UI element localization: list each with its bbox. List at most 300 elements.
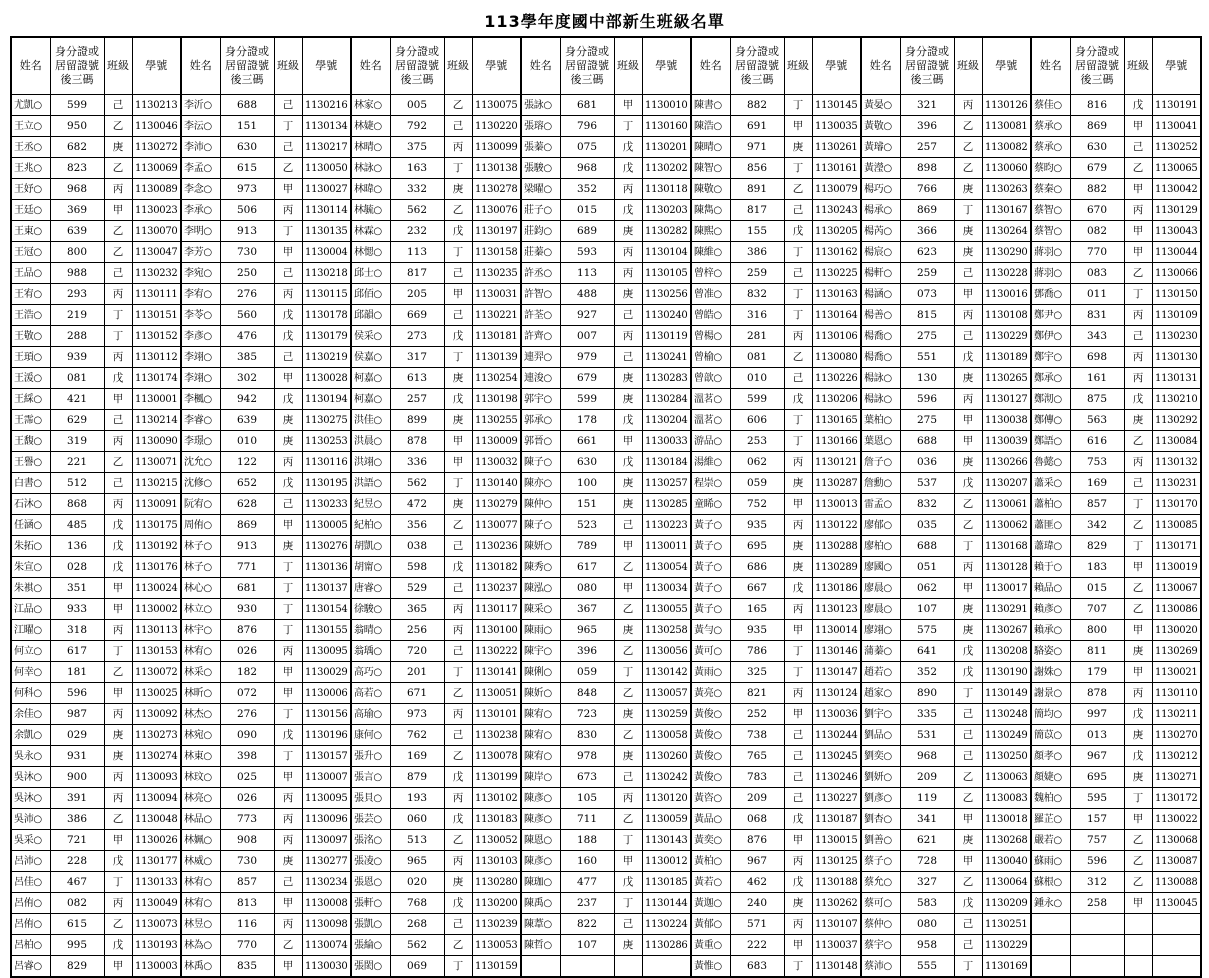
student-name: 林愢○ [351,242,390,263]
class: 庚 [784,893,812,914]
student-name: 陳秀○ [521,557,560,578]
id-last3: 160 [560,851,614,872]
student-name: 王妤○ [11,179,50,200]
class: 戊 [274,305,302,326]
student-name: 李承○ [181,200,220,221]
student-number: 1130290 [982,242,1031,263]
class: 戊 [954,893,982,914]
class: 丁 [444,662,472,683]
id-last3: 506 [220,200,274,221]
student-number: 1130036 [812,704,861,725]
student-number: 1130050 [302,158,351,179]
class: 己 [784,746,812,767]
student-number: 1130171 [1152,536,1201,557]
student-number: 1130106 [812,326,861,347]
student-number: 1130191 [1152,95,1201,116]
id-last3: 080 [900,914,954,935]
student-number: 1130098 [302,914,351,935]
student-name: 何立○ [11,641,50,662]
id-last3: 398 [220,746,274,767]
student-number: 1130288 [812,536,861,557]
id-last3: 595 [1070,788,1124,809]
id-last3: 770 [220,935,274,956]
student-number: 1130170 [1152,494,1201,515]
student-name: 林威○ [181,851,220,872]
id-last3: 752 [730,494,784,515]
student-number: 1130001 [132,389,181,410]
table-row [11,809,1201,830]
class: 丁 [104,326,132,347]
student-number: 1130044 [1152,242,1201,263]
class: 甲 [444,431,472,452]
class: 己 [614,914,642,935]
class: 戊 [104,557,132,578]
student-number [1152,914,1201,935]
id-last3: 879 [390,767,444,788]
student-number: 1130291 [982,599,1031,620]
id-last3: 913 [220,221,274,242]
student-name: 王品○ [11,263,50,284]
student-name: 簡均○ [1031,704,1070,725]
class: 乙 [954,767,982,788]
id-last3: 275 [900,326,954,347]
class: 乙 [1124,851,1152,872]
student-name: 陳智○ [691,158,730,179]
student-number: 1130051 [472,683,521,704]
student-name: 楊善○ [861,305,900,326]
student-name: 黃若○ [691,872,730,893]
id-last3: 288 [50,326,104,347]
student-no-column-header: 學號 [1152,37,1201,95]
student-number: 1130071 [132,452,181,473]
student-number: 1130122 [812,515,861,536]
id-last3: 477 [560,872,614,893]
class: 己 [614,305,642,326]
student-name: 陳雋○ [691,200,730,221]
id-last3: 898 [900,158,954,179]
student-number: 1130041 [1152,116,1201,137]
id-last3: 688 [220,95,274,116]
student-number: 1130052 [472,830,521,851]
class: 丁 [1124,284,1152,305]
table-row [11,347,1201,368]
table-row [11,137,1201,158]
class: 戊 [784,809,812,830]
class: 丙 [274,788,302,809]
student-name: 尤凱○ [11,95,50,116]
student-name: 張詠○ [521,95,560,116]
student-number: 1130032 [472,452,521,473]
class: 丙 [614,179,642,200]
student-number: 1130274 [132,746,181,767]
id-last3: 688 [900,536,954,557]
student-name: 侯嘉○ [351,347,390,368]
class: 丁 [444,956,472,978]
class: 丁 [614,830,642,851]
class: 乙 [444,935,472,956]
student-name: 陳哲○ [521,935,560,956]
table-row [11,158,1201,179]
student-name: 徐駿○ [351,599,390,620]
table-row [11,704,1201,725]
student-name: 魏柏○ [1031,788,1070,809]
id-last3: 786 [730,641,784,662]
student-number: 1130120 [642,788,691,809]
student-name: 曾歆○ [691,368,730,389]
student-name: 童睎○ [691,494,730,515]
id-last3: 237 [560,893,614,914]
id-last3: 551 [900,347,954,368]
student-number: 1130115 [302,284,351,305]
student-number: 1130152 [132,326,181,347]
class: 乙 [614,599,642,620]
student-number: 1130095 [302,641,351,662]
student-number: 1130279 [472,494,521,515]
class: 丁 [784,662,812,683]
student-number: 1130072 [132,662,181,683]
student-name: 翁瑀○ [351,641,390,662]
student-number: 1130282 [642,221,691,242]
student-name: 柯嘉○ [351,368,390,389]
id-last3: 679 [560,368,614,389]
id-last3: 163 [390,158,444,179]
student-name: 黃子○ [691,578,730,599]
student-name [1031,935,1070,956]
student-name: 莊蓁○ [521,242,560,263]
student-name: 陳亦○ [521,473,560,494]
id-last3: 661 [560,431,614,452]
student-number: 1130127 [982,389,1031,410]
id-last3: 829 [50,956,104,978]
id-last3: 562 [390,200,444,221]
class: 戊 [954,641,982,662]
id-last3: 219 [50,305,104,326]
student-number: 1130257 [642,473,691,494]
student-name: 楊芮○ [861,221,900,242]
student-name: 呂沛○ [11,851,50,872]
student-number: 1130210 [1152,389,1201,410]
student-number: 1130198 [472,389,521,410]
class: 丙 [784,515,812,536]
student-name: 黃子○ [691,536,730,557]
student-name: 康何○ [351,725,390,746]
student-name: 趙家○ [861,683,900,704]
student-number: 1130006 [302,683,351,704]
student-name: 林昱○ [181,914,220,935]
id-last3: 512 [50,473,104,494]
id-last3: 560 [220,305,274,326]
student-name: 陳熙○ [691,221,730,242]
student-number: 1130217 [302,137,351,158]
student-number: 1130284 [642,389,691,410]
id-last3: 757 [1070,830,1124,851]
id-last3: 385 [220,347,274,368]
student-name: 陳敬○ [691,179,730,200]
id-last3: 639 [50,221,104,242]
student-number: 1130027 [302,179,351,200]
student-number: 1130123 [812,599,861,620]
id-last3: 351 [50,578,104,599]
class: 戊 [274,473,302,494]
id-last3: 396 [900,116,954,137]
student-name: 蔡可○ [861,893,900,914]
id-last3: 679 [1070,158,1124,179]
student-name: 黃品○ [691,809,730,830]
student-name: 李芳○ [181,242,220,263]
class: 丙 [954,95,982,116]
student-number: 1130231 [1152,473,1201,494]
student-number: 1130188 [812,872,861,893]
student-name [521,956,560,978]
student-name: 郭承○ [521,410,560,431]
student-number: 1130155 [302,620,351,641]
student-name: 黃奕○ [691,830,730,851]
class: 丁 [274,704,302,725]
student-name: 林采○ [181,662,220,683]
id-last3: 671 [390,683,444,704]
student-name: 劉品○ [861,725,900,746]
table-row [11,893,1201,914]
student-number: 1130138 [472,158,521,179]
id-last3: 689 [560,221,614,242]
id-last3: 762 [390,725,444,746]
class: 己 [274,95,302,116]
student-number: 1130214 [132,410,181,431]
student-name: 蕭匪○ [1031,515,1070,536]
student-name: 劉宇○ [861,704,900,725]
student-name: 趙若○ [861,662,900,683]
class: 庚 [954,620,982,641]
student-name: 李翊○ [181,347,220,368]
id-last3: 386 [50,809,104,830]
student-number: 1130101 [472,704,521,725]
student-number: 1130179 [302,326,351,347]
student-name: 陳彥○ [521,788,560,809]
table-row [11,851,1201,872]
student-number: 1130230 [1152,326,1201,347]
student-name: 洪翊○ [351,452,390,473]
student-number: 1130047 [132,242,181,263]
student-number: 1130186 [812,578,861,599]
id-last3: 319 [50,431,104,452]
class: 己 [1124,326,1152,347]
id-last3: 593 [560,242,614,263]
student-name: 賴于○ [1031,557,1070,578]
student-name: 王廷○ [11,200,50,221]
student-name: 謝景○ [1031,683,1070,704]
student-name: 魯懿○ [1031,452,1070,473]
student-number: 1130009 [472,431,521,452]
student-name: 劉杏○ [861,809,900,830]
student-number: 1130289 [812,557,861,578]
student-name: 連羿○ [521,347,560,368]
id-last3: 352 [900,662,954,683]
id-last3: 396 [560,641,614,662]
table-row [11,872,1201,893]
student-name: 顏婕○ [1031,767,1070,788]
id-last3: 205 [390,284,444,305]
class: 丙 [784,452,812,473]
student-number: 1130133 [132,872,181,893]
id-last3: 352 [560,179,614,200]
class-column-header: 班級 [444,37,472,95]
class: 丙 [104,347,132,368]
class: 庚 [1124,725,1152,746]
id-last3: 815 [900,305,954,326]
student-number [642,956,691,978]
student-name: 楊詠○ [861,389,900,410]
class: 丁 [954,956,982,978]
id-last3: 366 [900,221,954,242]
student-name: 朱宣○ [11,557,50,578]
class: 甲 [274,515,302,536]
id-last3: 386 [730,242,784,263]
student-name: 蔡智○ [1031,200,1070,221]
class: 丁 [444,158,472,179]
student-number: 1130219 [302,347,351,368]
id-last3: 062 [730,452,784,473]
class: 甲 [784,116,812,137]
student-name: 廖晨○ [861,578,900,599]
student-number: 1130168 [982,536,1031,557]
id-last3: 890 [900,683,954,704]
student-number: 1130064 [982,872,1031,893]
student-number: 1130059 [642,809,691,830]
student-name: 林亮○ [181,788,220,809]
table-row [11,662,1201,683]
class: 庚 [1124,410,1152,431]
student-number: 1130010 [642,95,691,116]
id-last3: 617 [50,641,104,662]
class: 己 [274,137,302,158]
student-number: 1130023 [132,200,181,221]
student-number: 1130090 [132,431,181,452]
id-last3: 169 [1070,473,1124,494]
id-last3: 467 [50,872,104,893]
table-row [11,305,1201,326]
class: 庚 [1124,767,1152,788]
student-number: 1130083 [982,788,1031,809]
student-name: 吳沛○ [11,809,50,830]
student-number: 1130054 [642,557,691,578]
id-last3: 720 [390,641,444,662]
class: 戊 [614,872,642,893]
student-name: 余凱○ [11,725,50,746]
table-row [11,557,1201,578]
id-last3: 796 [560,116,614,137]
student-name: 廖國○ [861,557,900,578]
student-name: 游品○ [691,431,730,452]
student-number: 1130002 [132,599,181,620]
student-number: 1130066 [1152,263,1201,284]
name-column-header: 姓名 [521,37,560,95]
student-name: 周侑○ [181,515,220,536]
student-name: 蔡佳○ [1031,95,1070,116]
class: 乙 [444,95,472,116]
class: 甲 [444,284,472,305]
class: 己 [104,263,132,284]
id-last3: 256 [390,620,444,641]
student-number: 1130211 [1152,704,1201,725]
student-number: 1130250 [982,746,1031,767]
class: 甲 [954,578,982,599]
class: 甲 [784,704,812,725]
class: 己 [784,788,812,809]
class: 庚 [104,137,132,158]
id-last3: 107 [560,935,614,956]
id-last3: 011 [1070,284,1124,305]
student-name: 高巧○ [351,662,390,683]
student-name: 嚴若○ [1031,830,1070,851]
student-number: 1130025 [132,683,181,704]
student-name: 張綸○ [351,935,390,956]
class: 甲 [274,767,302,788]
student-name: 何幸○ [11,662,50,683]
id-last3: 083 [1070,263,1124,284]
id-last3: 856 [730,158,784,179]
class-column-header: 班級 [784,37,812,95]
student-number: 1130074 [302,935,351,956]
student-number: 1130117 [472,599,521,620]
id-last3: 933 [50,599,104,620]
id-last3: 670 [1070,200,1124,221]
student-number: 1130237 [472,578,521,599]
table-row [11,368,1201,389]
student-number: 1130166 [812,431,861,452]
student-number: 1130261 [812,137,861,158]
class: 乙 [614,557,642,578]
student-number: 1130236 [472,536,521,557]
class: 丙 [954,389,982,410]
id-last3: 965 [560,620,614,641]
student-number: 1130092 [132,704,181,725]
class: 庚 [784,473,812,494]
class: 丙 [274,914,302,935]
student-number: 1130157 [302,746,351,767]
class: 乙 [104,809,132,830]
id-last3: 968 [560,158,614,179]
id-last3: 113 [560,263,614,284]
student-number: 1130185 [642,872,691,893]
id-last3: 193 [390,788,444,809]
table-row [11,515,1201,536]
id-last3: 240 [730,893,784,914]
table-row [11,830,1201,851]
student-name: 羅芷○ [1031,809,1070,830]
id-last3: 599 [50,95,104,116]
class: 甲 [954,851,982,872]
table-row [11,221,1201,242]
id-last3: 182 [220,662,274,683]
student-number: 1130035 [812,116,861,137]
student-name: 黃俊○ [691,704,730,725]
table-row [11,935,1201,956]
student-name: 高瑜○ [351,704,390,725]
id-last3: 529 [390,578,444,599]
student-number: 1130039 [982,431,1031,452]
student-name: 黃亮○ [691,683,730,704]
student-number: 1130208 [982,641,1031,662]
student-name: 許齊○ [521,326,560,347]
student-name: 陳晴○ [691,137,730,158]
student-name: 呂侑○ [11,893,50,914]
student-number: 1130154 [302,599,351,620]
student-number: 1130063 [982,767,1031,788]
student-name: 王冠○ [11,242,50,263]
student-name: 林暐○ [351,179,390,200]
student-name: 莊子○ [521,200,560,221]
class: 丙 [274,641,302,662]
